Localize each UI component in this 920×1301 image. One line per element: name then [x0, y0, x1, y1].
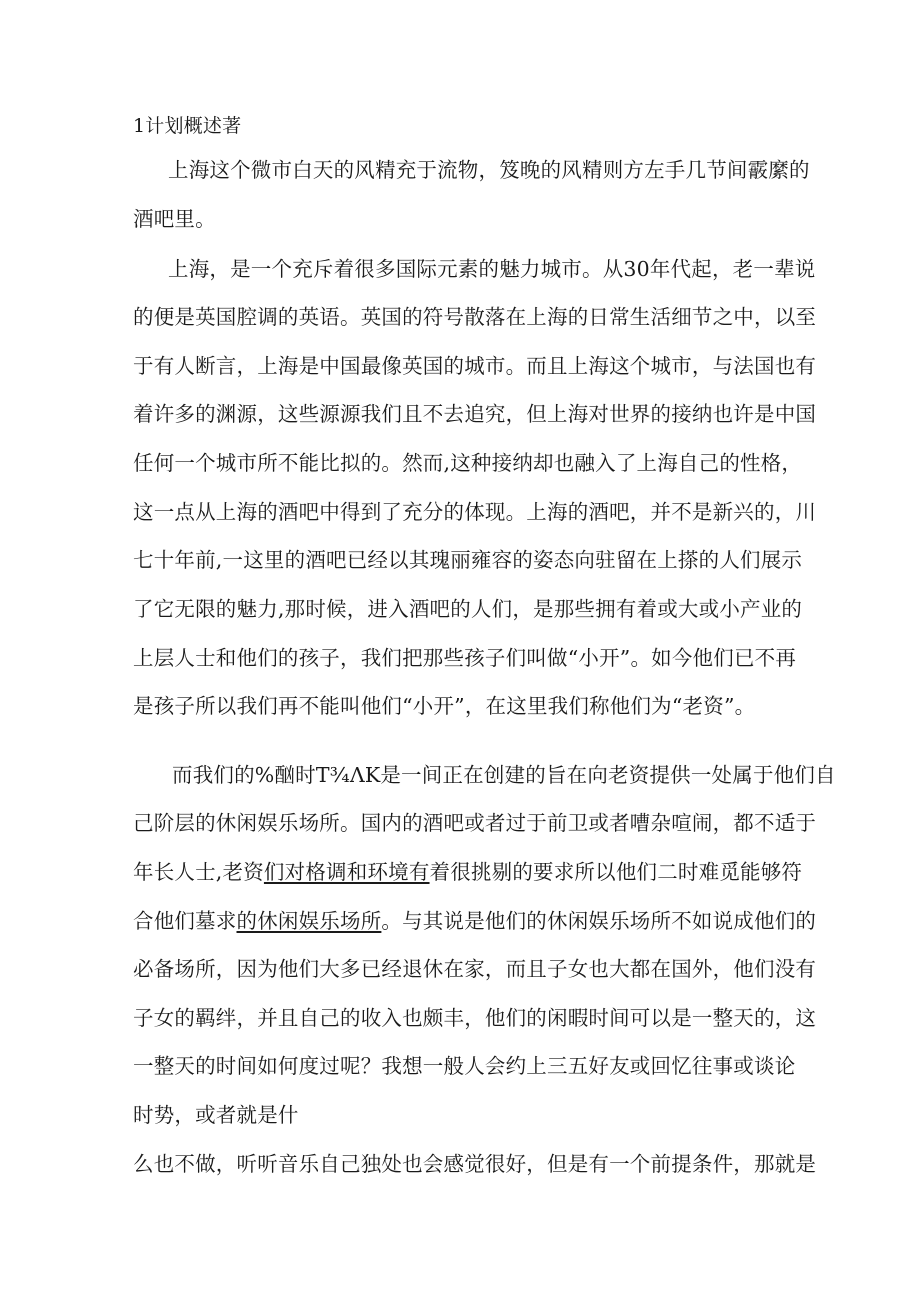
underlined-phrase-1: 们对格调和环境有 [263, 860, 430, 884]
section-heading: 1计划概述著 [133, 115, 242, 137]
line-3-text-a: 年长人士,老资 [133, 860, 264, 884]
paragraph-2-line-4: 着许多的渊源，这些源源我们且不去追究，但上海对世界的接纳也许是中国 [133, 402, 817, 426]
paragraph-2-line-7: 七十年前,一这里的酒吧已经以其瑰丽雍容的姿态向驻留在上搽的人们展示 [133, 548, 803, 572]
paragraph-2-line-10: 是孩子所以我们再不能叫他们“小开”，在这里我们称他们为“老资”。 [133, 694, 756, 718]
paragraph-2-line-3: 于有人断言，上海是中国最像英国的城市。而且上海这个城市，与法国也有 [133, 354, 817, 378]
underlined-phrase-2: 的休闲娱乐场所 [236, 909, 382, 933]
paragraph-3-line-6: 子女的羁绊，并且自己的收入也颇丰，他们的闲暇时间可以是一整天的，这 [133, 1006, 817, 1030]
paragraph-2-line-6: 这一点从上海的酒吧中得到了充分的体现。上海的酒吧，并不是新兴的，川 [133, 500, 817, 524]
line-4-text-b: 。与其说是他们的休闲娱乐场所不如说成他们的 [381, 909, 817, 933]
paragraph-3-line-3 [133, 859, 802, 885]
line-4-text-a: 合他们墓求 [133, 909, 237, 933]
paragraph-2-line-2: 的便是英国腔调的英语。英国的符号散落在上海的日常生活细节之中，以至 [133, 305, 817, 329]
paragraph-3-line-2: 己阶层的休闲娱乐场所。国内的酒吧或者过于前卫或者嘈杂喧闹，都不适于 [133, 811, 817, 835]
paragraph-2-line-9: 上层人士和他们的孩子，我们把那些孩子们叫做“小开”。如今他们已不再 [133, 646, 797, 670]
paragraph-3-line-5: 必备场所，因为他们大多已经退休在家，而且子女也大都在国外，他们没有 [133, 957, 817, 981]
paragraph-3-line-9: 么也不做，听听音乐自己独处也会感觉很好，但是有一个前提条件，那就是 [133, 1152, 817, 1176]
paragraph-3-line-7: 一整天的时间如何度过呢？我想一般人会约上三五好友或回忆往事或谈论 [133, 1054, 796, 1078]
paragraph-3-line-8: 时势，或者就是什 [133, 1103, 299, 1127]
paragraph-3-line-1: 而我们的%酗时T¾ΛK是一间正在创建的旨在向老资提供一处属于他们自 [172, 763, 836, 787]
paragraph-2-line-8: 了它无限的魅力,那时候，进入酒吧的人们，是那些拥有着或大或小产业的 [133, 597, 803, 621]
paragraph-1-line-1: 上海这个微市白天的风精充于流物，笈晚的风精则方左手几节间霰縻的 [168, 158, 810, 182]
paragraph-1-line-2: 酒吧里。 [133, 207, 216, 231]
paragraph-3-line-4 [133, 908, 816, 934]
paragraph-2-line-5: 任何一个城市所不能比拟的。然而,这种接纳却也融入了上海自己的性格， [133, 451, 803, 475]
paragraph-2-line-1: 上海，是一个充斥着很多国际元素的魅力城市。从30年代起，老一辈说 [168, 257, 816, 281]
line-3-text-b: 着很挑剔的要求所以他们二时难觅能够符 [429, 860, 803, 884]
